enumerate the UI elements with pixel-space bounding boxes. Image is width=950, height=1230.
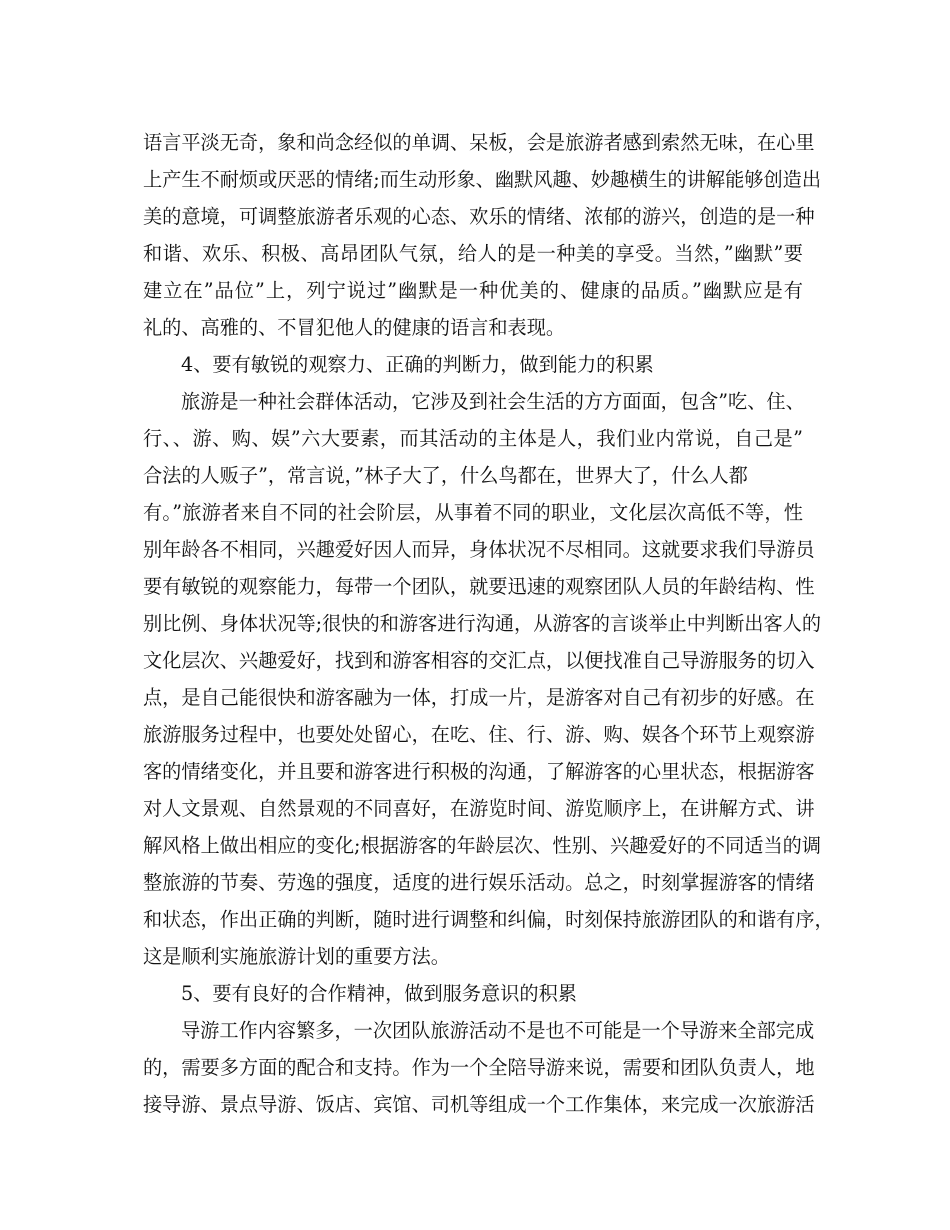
text-line: 美的意境，可调整旅游者乐观的心态、欢乐的情绪、浓郁的游兴，创造的是一种 — [143, 205, 815, 228]
text-line: 礼的、高雅的、不冒犯他人的健康的语言和表现。 — [143, 316, 566, 339]
text-line: 有。”旅游者来自不同的社会阶层，从事着不同的职业，文化层次高低不等，性 — [143, 501, 803, 524]
section-heading: 5、要有良好的合作精神，做到服务意识的积累 — [181, 982, 577, 1005]
text-line: 对人文景观、自然景观的不同喜好，在游览时间、游览顺序上，在讲解方式、讲 — [143, 797, 815, 820]
text-line: 别比例、身体状况等;很快的和游客进行沟通，从游客的言谈举止中判断出客人的 — [143, 612, 822, 635]
text-line: 文化层次、兴趣爱好，找到和游客相容的交汇点，以便找准自己导游服务的切入 — [143, 649, 815, 672]
text-line: 和谐、欢乐、积极、高昂团队气氛，给人的是一种美的享受。当然，”幽默”要 — [143, 242, 803, 265]
text-line: 导游工作内容繁多，一次团队旅游活动不是也不可能是一个导游来全部完成 — [181, 1019, 815, 1042]
text-line: 客的情绪变化，并且要和游客进行积极的沟通，了解游客的心里状态，根据游客 — [143, 760, 815, 783]
text-line: 这是顺利实施旅游计划的重要方法。 — [143, 945, 450, 968]
text-line: 解风格上做出相应的变化;根据游客的年龄层次、性别、兴趣爱好的不同适当的调 — [143, 834, 822, 857]
text-line: 语言平淡无奇，象和尚念经似的单调、呆板，会是旅游者感到索然无味，在心里 — [143, 131, 815, 154]
text-line: 合法的人贩子”，常言说，”林子大了，什么鸟都在，世界大了，什么人都 — [143, 464, 748, 487]
text-line: 和状态，作出正确的判断，随时进行调整和纠偏，时刻保持旅游团队的和谐有序， — [143, 908, 834, 931]
text-line: 旅游服务过程中，也要处处留心，在吃、住、行、游、购、娱各个环节上观察游 — [143, 723, 815, 746]
text-line: 要有敏锐的观察能力，每带一个团队，就要迅速的观察团队人员的年龄结构、性 — [143, 575, 815, 598]
text-line: 建立在”品位”上，列宁说过”幽默是一种优美的、健康的品质。”幽默应是有 — [143, 279, 803, 302]
text-line: 上产生不耐烦或厌恶的情绪;而生动形象、幽默风趣、妙趣横生的讲解能够创造出 — [143, 168, 822, 191]
text-line: 行、、游、购、娱”六大要素，而其活动的主体是人，我们业内常说，自己是” — [143, 427, 803, 450]
section-heading: 4、要有敏锐的观察力、正确的判断力，做到能力的积累 — [181, 353, 654, 376]
text-line: 接导游、景点导游、饭店、宾馆、司机等组成一个工作集体，来完成一次旅游活 — [143, 1093, 815, 1116]
text-line: 整旅游的节奏、劳逸的强度，适度的进行娱乐活动。总之，时刻掌握游客的情绪 — [143, 871, 815, 894]
text-line: 点，是自己能很快和游客融为一体，打成一片，是游客对自己有初步的好感。在 — [143, 686, 815, 709]
text-line: 别年龄各不相同，兴趣爱好因人而异，身体状况不尽相同。这就要求我们导游员 — [143, 538, 815, 561]
text-line: 的，需要多方面的配合和支持。作为一个全陪导游来说，需要和团队负责人，地 — [143, 1056, 815, 1079]
text-line: 旅游是一种社会群体活动，它涉及到社会生活的方方面面，包含”吃、住、 — [181, 390, 805, 413]
